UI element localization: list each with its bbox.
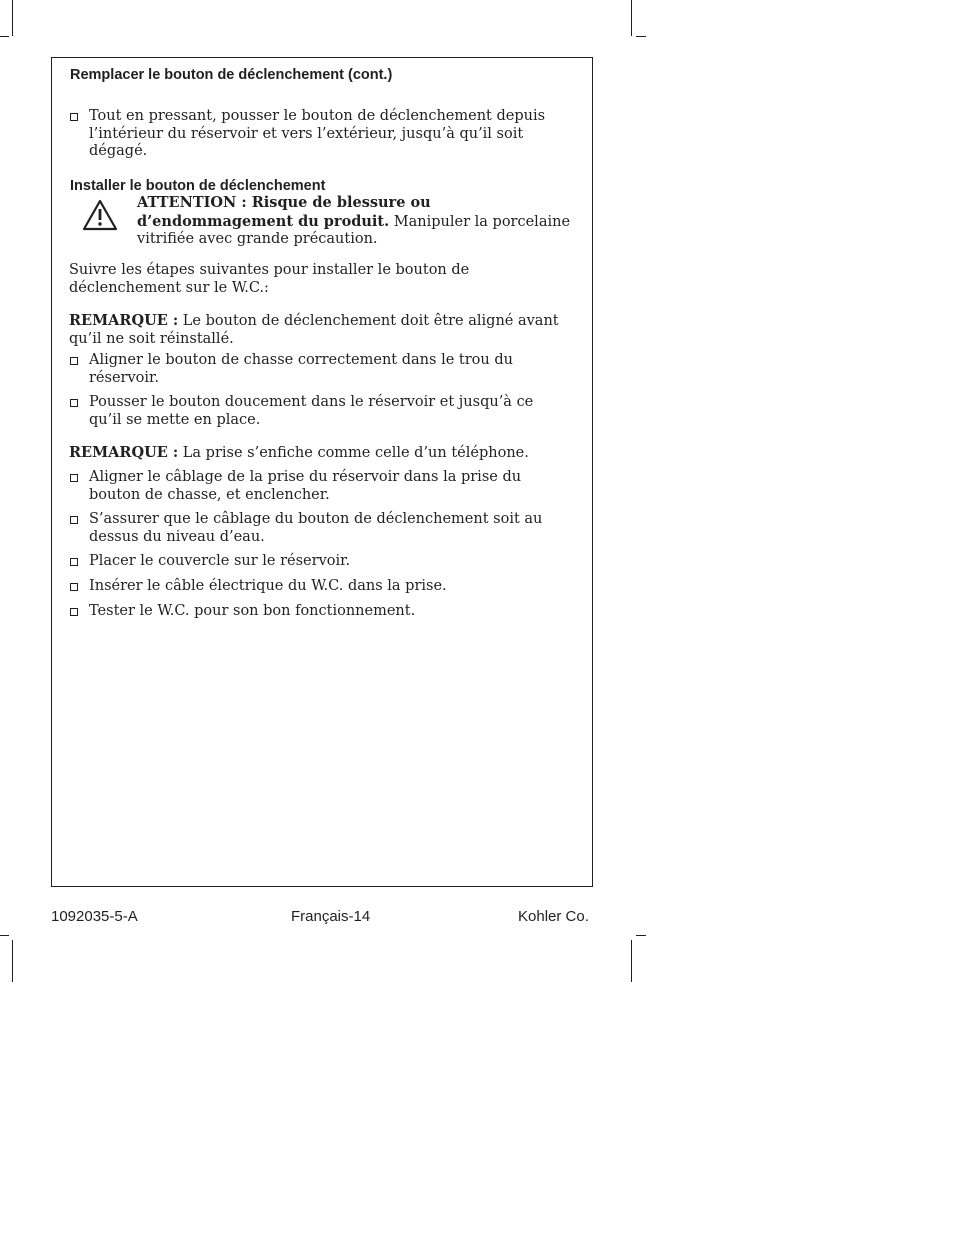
checkbox-square-icon <box>70 399 78 407</box>
crop-mark <box>0 935 9 936</box>
install-title: Installer le bouton de déclenchement <box>70 178 326 194</box>
footer-doc-number: 1092035-5-A <box>51 908 138 925</box>
warning-triangle-icon <box>82 199 118 231</box>
warning-label: ATTENTION : Risque de blessure ou d’endommagement du produit. <box>137 194 431 230</box>
note-paragraph <box>69 312 559 348</box>
note-label: REMARQUE : <box>69 444 179 461</box>
crop-mark <box>636 36 646 37</box>
content-frame <box>51 57 593 887</box>
crop-mark <box>0 36 9 37</box>
list-item: Insérer le câble électrique du W.C. dans la prise. <box>69 578 569 596</box>
crop-mark <box>631 940 632 982</box>
warning-text <box>137 194 577 249</box>
list-item: S’assurer que le câblage du bouton de déclenchement soit au dessus du niveau d’eau. <box>69 511 549 546</box>
checkbox-square-icon <box>70 608 78 616</box>
list-item: Pousser le bouton doucement dans le réservoir et jusqu’à ce qu’il se mette en place. <box>69 394 569 429</box>
section-title: Remplacer le bouton de déclenchement (cont.) <box>70 67 393 83</box>
list-item: Aligner le bouton de chasse correctement dans le trou du réservoir. <box>69 352 539 387</box>
checkbox-square-icon <box>70 558 78 566</box>
crop-mark <box>12 0 13 36</box>
warning-body: Manipuler la porcelaine vitrifiée avec grande précaution. <box>137 213 571 247</box>
checkbox-square-icon <box>70 113 78 121</box>
checkbox-square-icon <box>70 583 78 591</box>
footer-page-number: Français-14 <box>291 908 371 925</box>
crop-mark <box>12 940 13 982</box>
checkbox-square-icon <box>70 474 78 482</box>
crop-mark <box>631 0 632 36</box>
list-item: Placer le couvercle sur le réservoir. <box>69 553 569 571</box>
note-label: REMARQUE : <box>69 312 179 329</box>
note-paragraph <box>69 444 579 463</box>
note-text: Le bouton de déclenchement doit être aligné avant qu’il ne soit réinstallé. <box>69 313 559 347</box>
footer-company: Kohler Co. <box>518 908 589 925</box>
crop-mark <box>636 935 646 936</box>
list-item: Tester le W.C. pour son bon fonctionnement. <box>69 603 569 621</box>
checkbox-square-icon <box>70 357 78 365</box>
intro-paragraph: Suivre les étapes suivantes pour installer le bouton de déclenchement sur le W.C.: <box>69 262 470 296</box>
list-item: Aligner le câblage de la prise du réservoir dans la prise du bouton de chasse, et enclencher. <box>69 469 539 504</box>
checkbox-square-icon <box>70 516 78 524</box>
note-text: La prise s’enfiche comme celle d’un téléphone. <box>178 445 529 461</box>
list-item: Tout en pressant, pousser le bouton de déclenchement depuis l’intérieur du réservoir et vers l’extérieur, jusqu’à qu’il soit dégagé. <box>69 108 569 161</box>
